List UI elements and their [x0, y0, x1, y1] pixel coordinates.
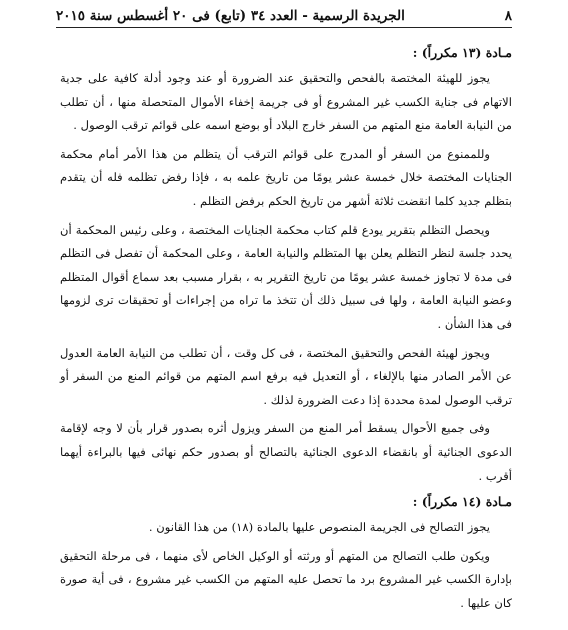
paragraph: وللممنوع من السفر أو المدرج على قوائم الترقب أن يتظلم من هذا الأمر أمام محكمة الجنايات المختصة خلال خمسة عشر يومًا من تاريخ علمه به ، فإذا رفض تظلمه فله أن يتقدم بتظلم جديد كلما انقضت ثلاثة أشهر من تاريخ الحكم برفض التظلم .	[60, 146, 512, 208]
header-rule	[56, 27, 512, 28]
paragraph: ويحصل التظلم بتقرير يودع قلم كتاب محكمة الجنايات المختصة ، وعلى رئيس المحكمة أن يحدد جلسة لنظر التظلم يعلن بها المتظلم والنيابة العامة ، وعلى المحكمة أن تفصل فى التظلم فى مدة لا تجاوز خمسة عشر يومًا من تاريخ التقرير به ، بقرار مسبب بعد سماع أقوال المتظلم وعضو النيابة العامة ، ولها فى سبيل ذلك أن تتخذ ما تراه من إجراءات أو تحقيقات ترى لزومها فى هذا الشأن .	[60, 222, 512, 331]
paragraph: ويكون طلب التصالح من المتهم أو ورثته أو الوكيل الخاص لأى منهما ، فى مرحلة التحقيق بإدارة الكسب غير المشروع برد ما تحصل عليه المتهم من الكسب غير مشروع ، فى أية صورة كان عليها .	[60, 548, 512, 610]
article-13-bis	[60, 44, 512, 488]
paragraph: وفى جميع الأحوال يسقط أمر المنع من السفر ويزول أثره بصدور قرار بأن لا وجه لإقامة الدعوى الجنائية أو بانقضاء الدعوى الجنائية بالتصالح أو بصدور حكم نهائى فيها بالبراءة أيهما أقرب .	[60, 421, 512, 483]
article-title: مـادة (١٣ مكرراً) :	[412, 45, 512, 60]
paragraph: يجوز التصالح فى الجريمة المنصوص عليها بالمادة (١٨) من هذا القانون .	[148, 520, 490, 535]
gazette-title: الجريدة الرسمية - العدد ٣٤ (تابع) فى ٢٠ أغسطس سنة ٢٠١٥	[56, 8, 405, 24]
document-body	[60, 42, 512, 620]
article-title: مـادة (١٤ مكرراً) :	[412, 494, 512, 510]
page-header	[56, 6, 512, 26]
paragraph: يجوز للهيئة المختصة بالفحص والتحقيق عند الضرورة أو عند وجود أدلة كافية على جدية الاتهام فى جناية الكسب غير المشروع أو فى جريمة إخفاء الأموال المتحصلة منها ، أن تطلب من النيابة العامة منع المتهم من السفر خارج البلاد أو بوضع اسمه على قوائم ترقب الوصول .	[60, 71, 512, 133]
paragraph: ويجوز لهيئة الفحص والتحقيق المختصة ، فى كل وقت ، أن تطلب من النيابة العامة العدول عن الأمر الصادر منها بالإلغاء ، أو التعديل فيه برفع اسم المتهم من قوائم المنع من السفر أو ترقب الوصول لمدة محددة إذا دعت الضرورة لذلك .	[60, 345, 512, 407]
page-number: ٨	[504, 8, 512, 24]
article-14-bis	[60, 493, 512, 615]
